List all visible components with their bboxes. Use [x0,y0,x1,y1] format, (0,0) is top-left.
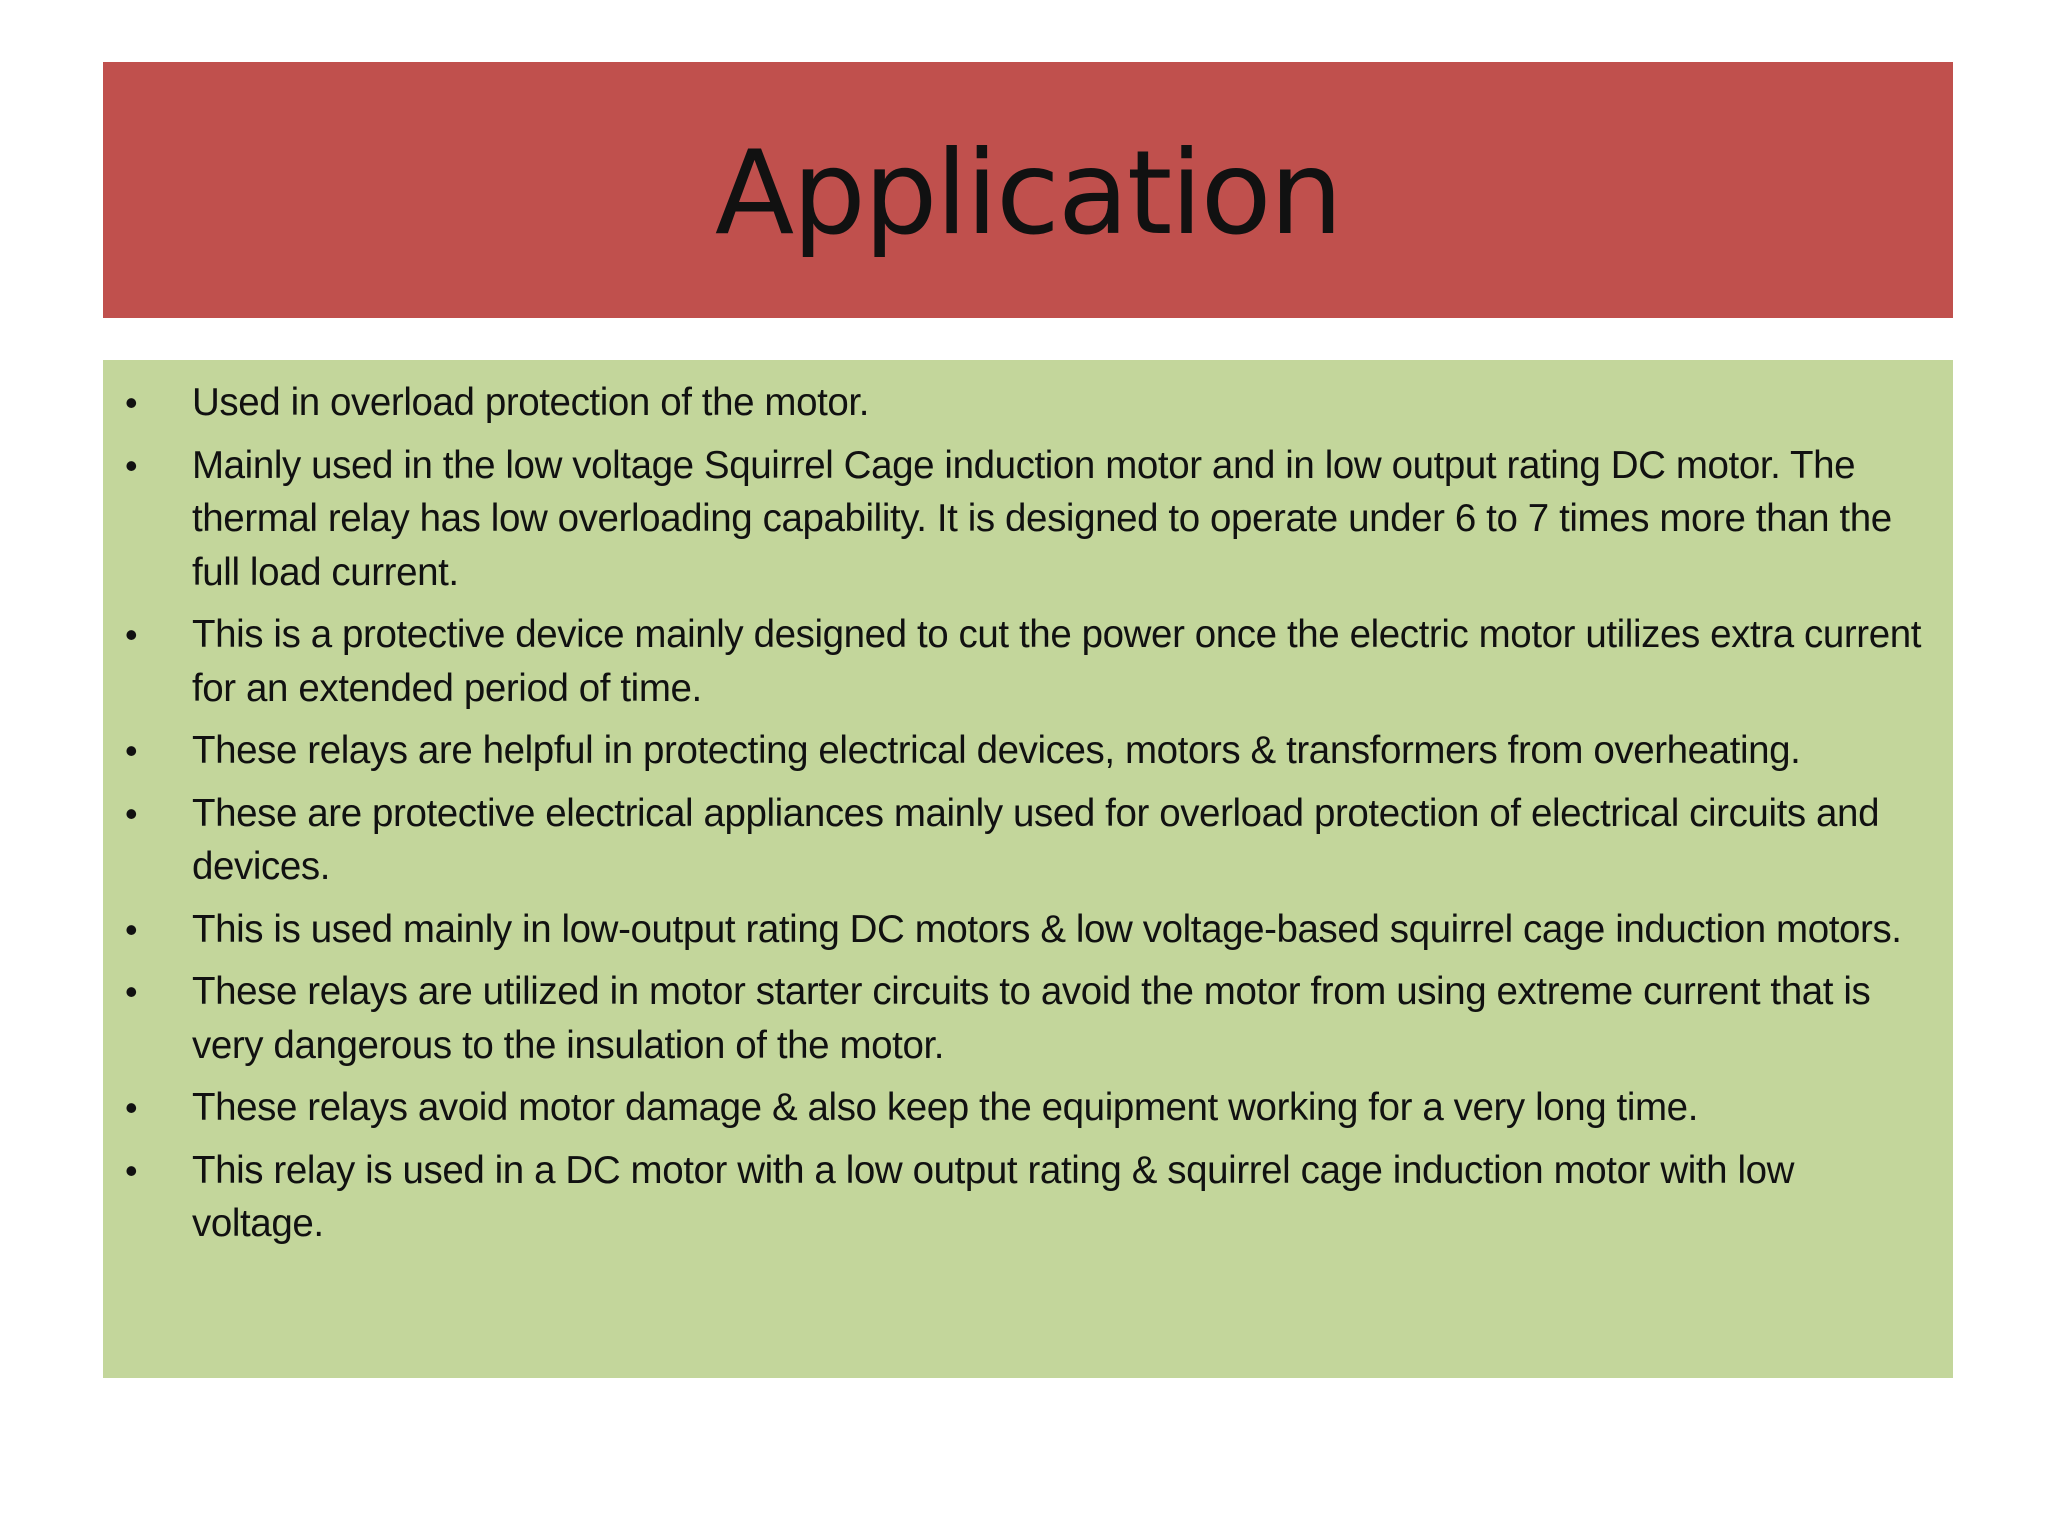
bullet-icon: • [125,444,138,486]
bullet-item [103,965,1931,1072]
bullet-icon: • [125,971,138,1012]
bullet-text: This is used mainly in low-output rating DC motors & low voltage-based squirrel cage induction motors. [192,907,1902,951]
bullet-text: Mainly used in the low voltage Squirrel Cage induction motor and in low output rating DC motor. The thermal relay has low overloading capability. It is designed to operate under 6 to 7 times more than the full load current. [192,443,1892,594]
bullet-icon: • [125,382,138,423]
bullet-item [103,608,1931,715]
bullet-item [103,1081,1931,1135]
bullet-text: These relays are helpful in protecting electrical devices, motors & transformers from overheating. [192,729,1801,772]
bullet-text: These relays are utilized in motor starter circuits to avoid the motor from using extreme current that is very dangerous to the insulation of the motor. [192,970,1871,1067]
title-banner [103,62,1953,318]
bullet-icon: • [125,1087,138,1128]
bullet-text: This is a protective device mainly designed to cut the power once the electric motor utilizes extra current for an extended period of time. [192,613,1922,710]
bullet-icon: • [125,730,138,771]
content-panel [103,360,1953,1378]
bullet-text: These are protective electrical appliances mainly used for overload protection of electrical circuits and devices. [192,791,1880,888]
bullet-item [103,787,1931,894]
bullet-item [103,1144,1931,1251]
bullet-item [103,376,1931,430]
bullet-list [103,360,1953,1251]
bullet-item [103,724,1931,778]
bullet-text: This relay is used in a DC motor with a low output rating & squirrel cage induction motor with low voltage. [192,1148,1795,1245]
slide-title: Application [714,126,1342,261]
bullet-icon: • [125,792,138,834]
bullet-text: Used in overload protection of the motor. [192,381,869,424]
bullet-icon: • [125,614,138,655]
bullet-item [103,439,1931,600]
bullet-icon: • [125,1149,138,1191]
bullet-icon: • [125,908,138,950]
bullet-text: These relays avoid motor damage & also keep the equipment working for a very long time. [192,1086,1698,1129]
bullet-item [103,903,1931,957]
